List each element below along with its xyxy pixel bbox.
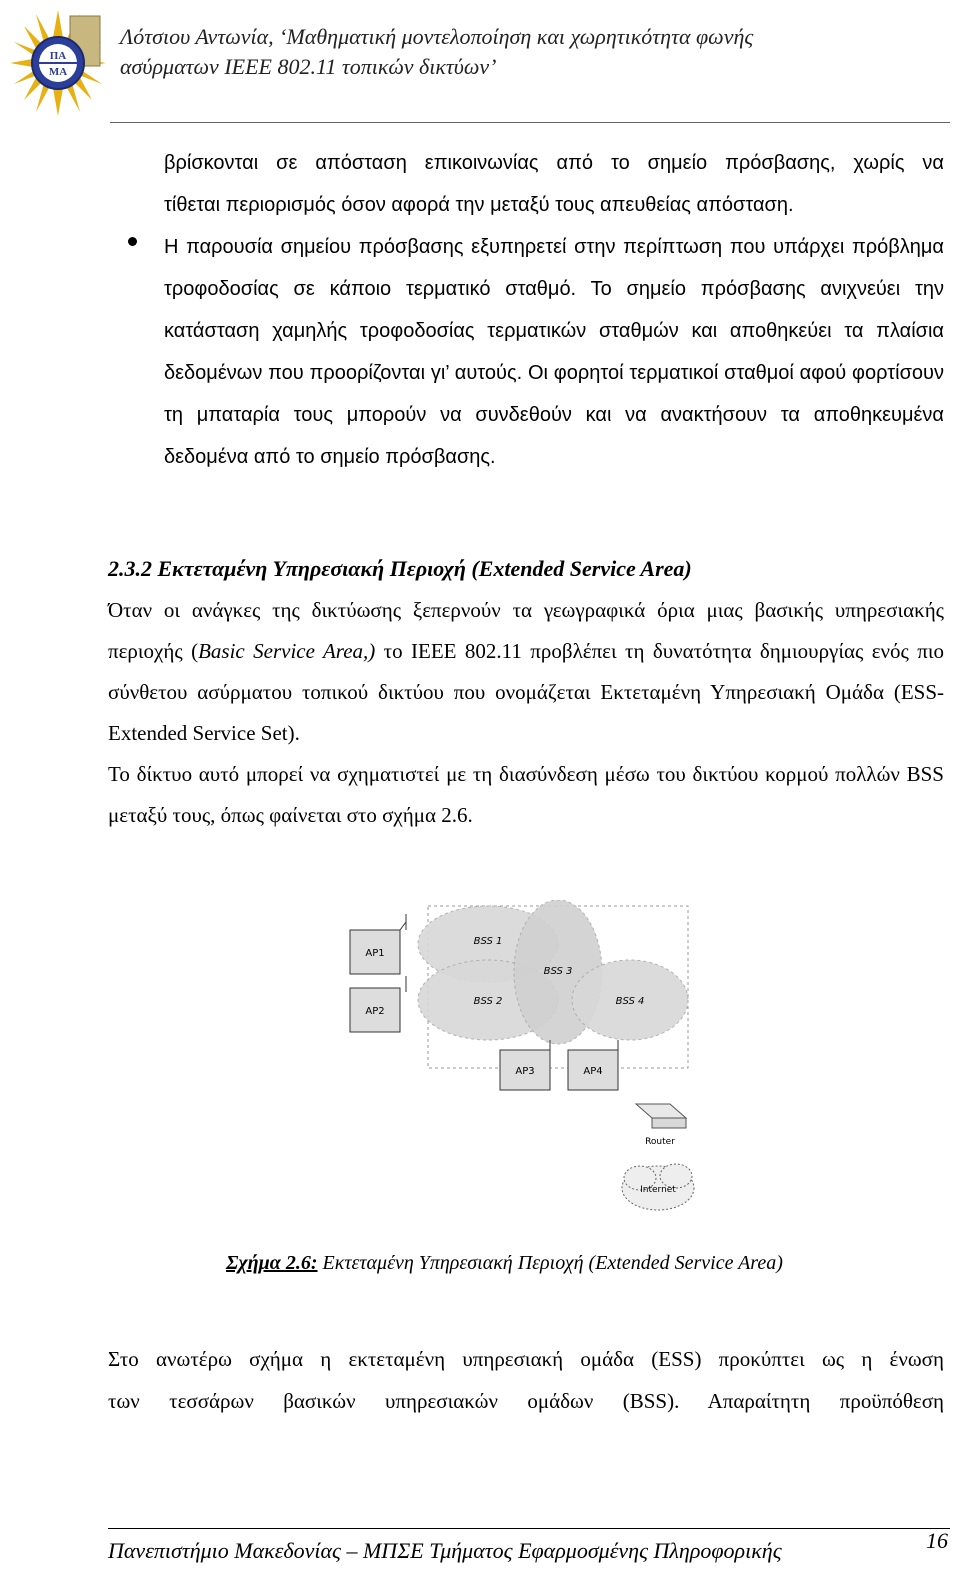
bss3-label: BSS 3 <box>543 966 573 977</box>
header-title-line2: ασύρματων ΙΕΕΕ 802.11 τοπικών δικτύων’ <box>120 54 497 79</box>
closing-line2: των τεσσάρων βασικών υπηρεσιακών ομάδων (BSS). Απαραίτητη προϋπόθεση <box>108 1389 944 1413</box>
bullet-text: Η παρουσία σημείου πρόσβασης εξυπηρετεί στην περίπτωση που υπάρχει πρόβλημα τροφοδοσίας σε κάποιο τερματικό σταθμό. Το σημείο πρόσβασης ανιχνεύει την κατάσταση χαμηλής τροφοδοσίας τερματικών σταθμών και αποθηκεύει τα πλαίσια δεδομένων που προορίζονται γι’ αυτούς. Οι φορητοί τερματικοί σταθμοί αφού φορτίσουν τη μπαταρία τους μπορούν να συνδεθούν και να ανακτήσουν τα αποθηκευμένα δεδομένα από το σημείο πρόσβασης. <box>164 236 944 468</box>
para1-part-c: το IEEE 802.11 προβλέπει τη δυνατότητα δημιουργίας ενός πιο σύνθετου ασύρματου τοπικού δικτύου που ονομάζεται Εκτεταμένη Υπηρεσιακή Ομάδα (ESS-Extended Service Set). <box>108 639 944 745</box>
closing-paragraph <box>108 1338 944 1422</box>
ap4-label: AP4 <box>583 1066 603 1077</box>
ess-network-figure <box>340 900 700 1220</box>
router-label: Router <box>645 1137 675 1147</box>
university-seal-icon <box>8 8 108 118</box>
page-number: 16 <box>926 1528 948 1553</box>
svg-text:ΠΑ: ΠΑ <box>49 50 67 62</box>
caption-title: Εκτεταμένη Υπηρεσιακή Περιοχή (Extended Service Area) <box>317 1252 783 1274</box>
ap3-label: AP3 <box>515 1066 535 1077</box>
continuation-line2: τίθεται περιορισμός όσον αφορά την μεταξύ τους απευθείας απόσταση. <box>164 194 794 216</box>
header-divider <box>110 122 950 123</box>
section-heading: 2.3.2 Εκτεταμένη Υπηρεσιακή Περιοχή (Extended Service Area) <box>108 556 692 581</box>
ap1-label: AP1 <box>365 948 385 959</box>
figure-caption <box>226 1252 783 1275</box>
continuation-line1: βρίσκονται σε απόσταση επικοινωνίας από το σημείο πρόσβασης, χωρίς να <box>164 152 944 174</box>
section-paragraph-1 <box>108 590 944 754</box>
section-paragraph-2: Το δίκτυο αυτό μπορεί να σχηματιστεί με τη διασύνδεση μέσω του δικτύου κορμού πολλών BSS μεταξύ τους, όπως φαίνεται στο σχήμα 2.6. <box>108 762 944 827</box>
bullet-point-icon <box>128 237 137 246</box>
para1-part-a: Όταν οι ανάγκες της δικτύωσης ξεπερνούν τα γεωγραφικά όρια μιας βασικής υπηρεσιακής περιοχής ( <box>108 598 944 663</box>
bss1-label: BSS 1 <box>473 936 503 947</box>
closing-line1: Στο ανωτέρω σχήμα η εκτεταμένη υπηρεσιακή ομάδα (ESS) προκύπτει ως η ένωση <box>108 1347 944 1371</box>
ap2-label: AP2 <box>365 1006 385 1017</box>
bss4-label: BSS 4 <box>615 996 645 1007</box>
header-title-line1: Λότσιου Αντωνία, ‘Μαθηματική μοντελοποίηση και χωρητικότητα φωνής <box>120 24 754 49</box>
bss2-label: BSS 2 <box>473 996 503 1007</box>
svg-text:ΜΑ: ΜΑ <box>48 66 68 78</box>
caption-label: Σχήμα 2.6: <box>226 1252 318 1274</box>
footer-text: Πανεπιστήμιο Μακεδονίας – ΜΠΣΕ Τμήματος Εφαρμοσμένης Πληροφορικής <box>108 1538 782 1563</box>
footer-divider <box>108 1528 950 1529</box>
para1-italic-term: Basic Service Area,) <box>198 639 376 663</box>
continuation-paragraph <box>164 142 944 226</box>
section-body <box>108 590 944 836</box>
internet-label: Internet <box>640 1185 676 1195</box>
bullet-paragraph <box>164 226 944 478</box>
